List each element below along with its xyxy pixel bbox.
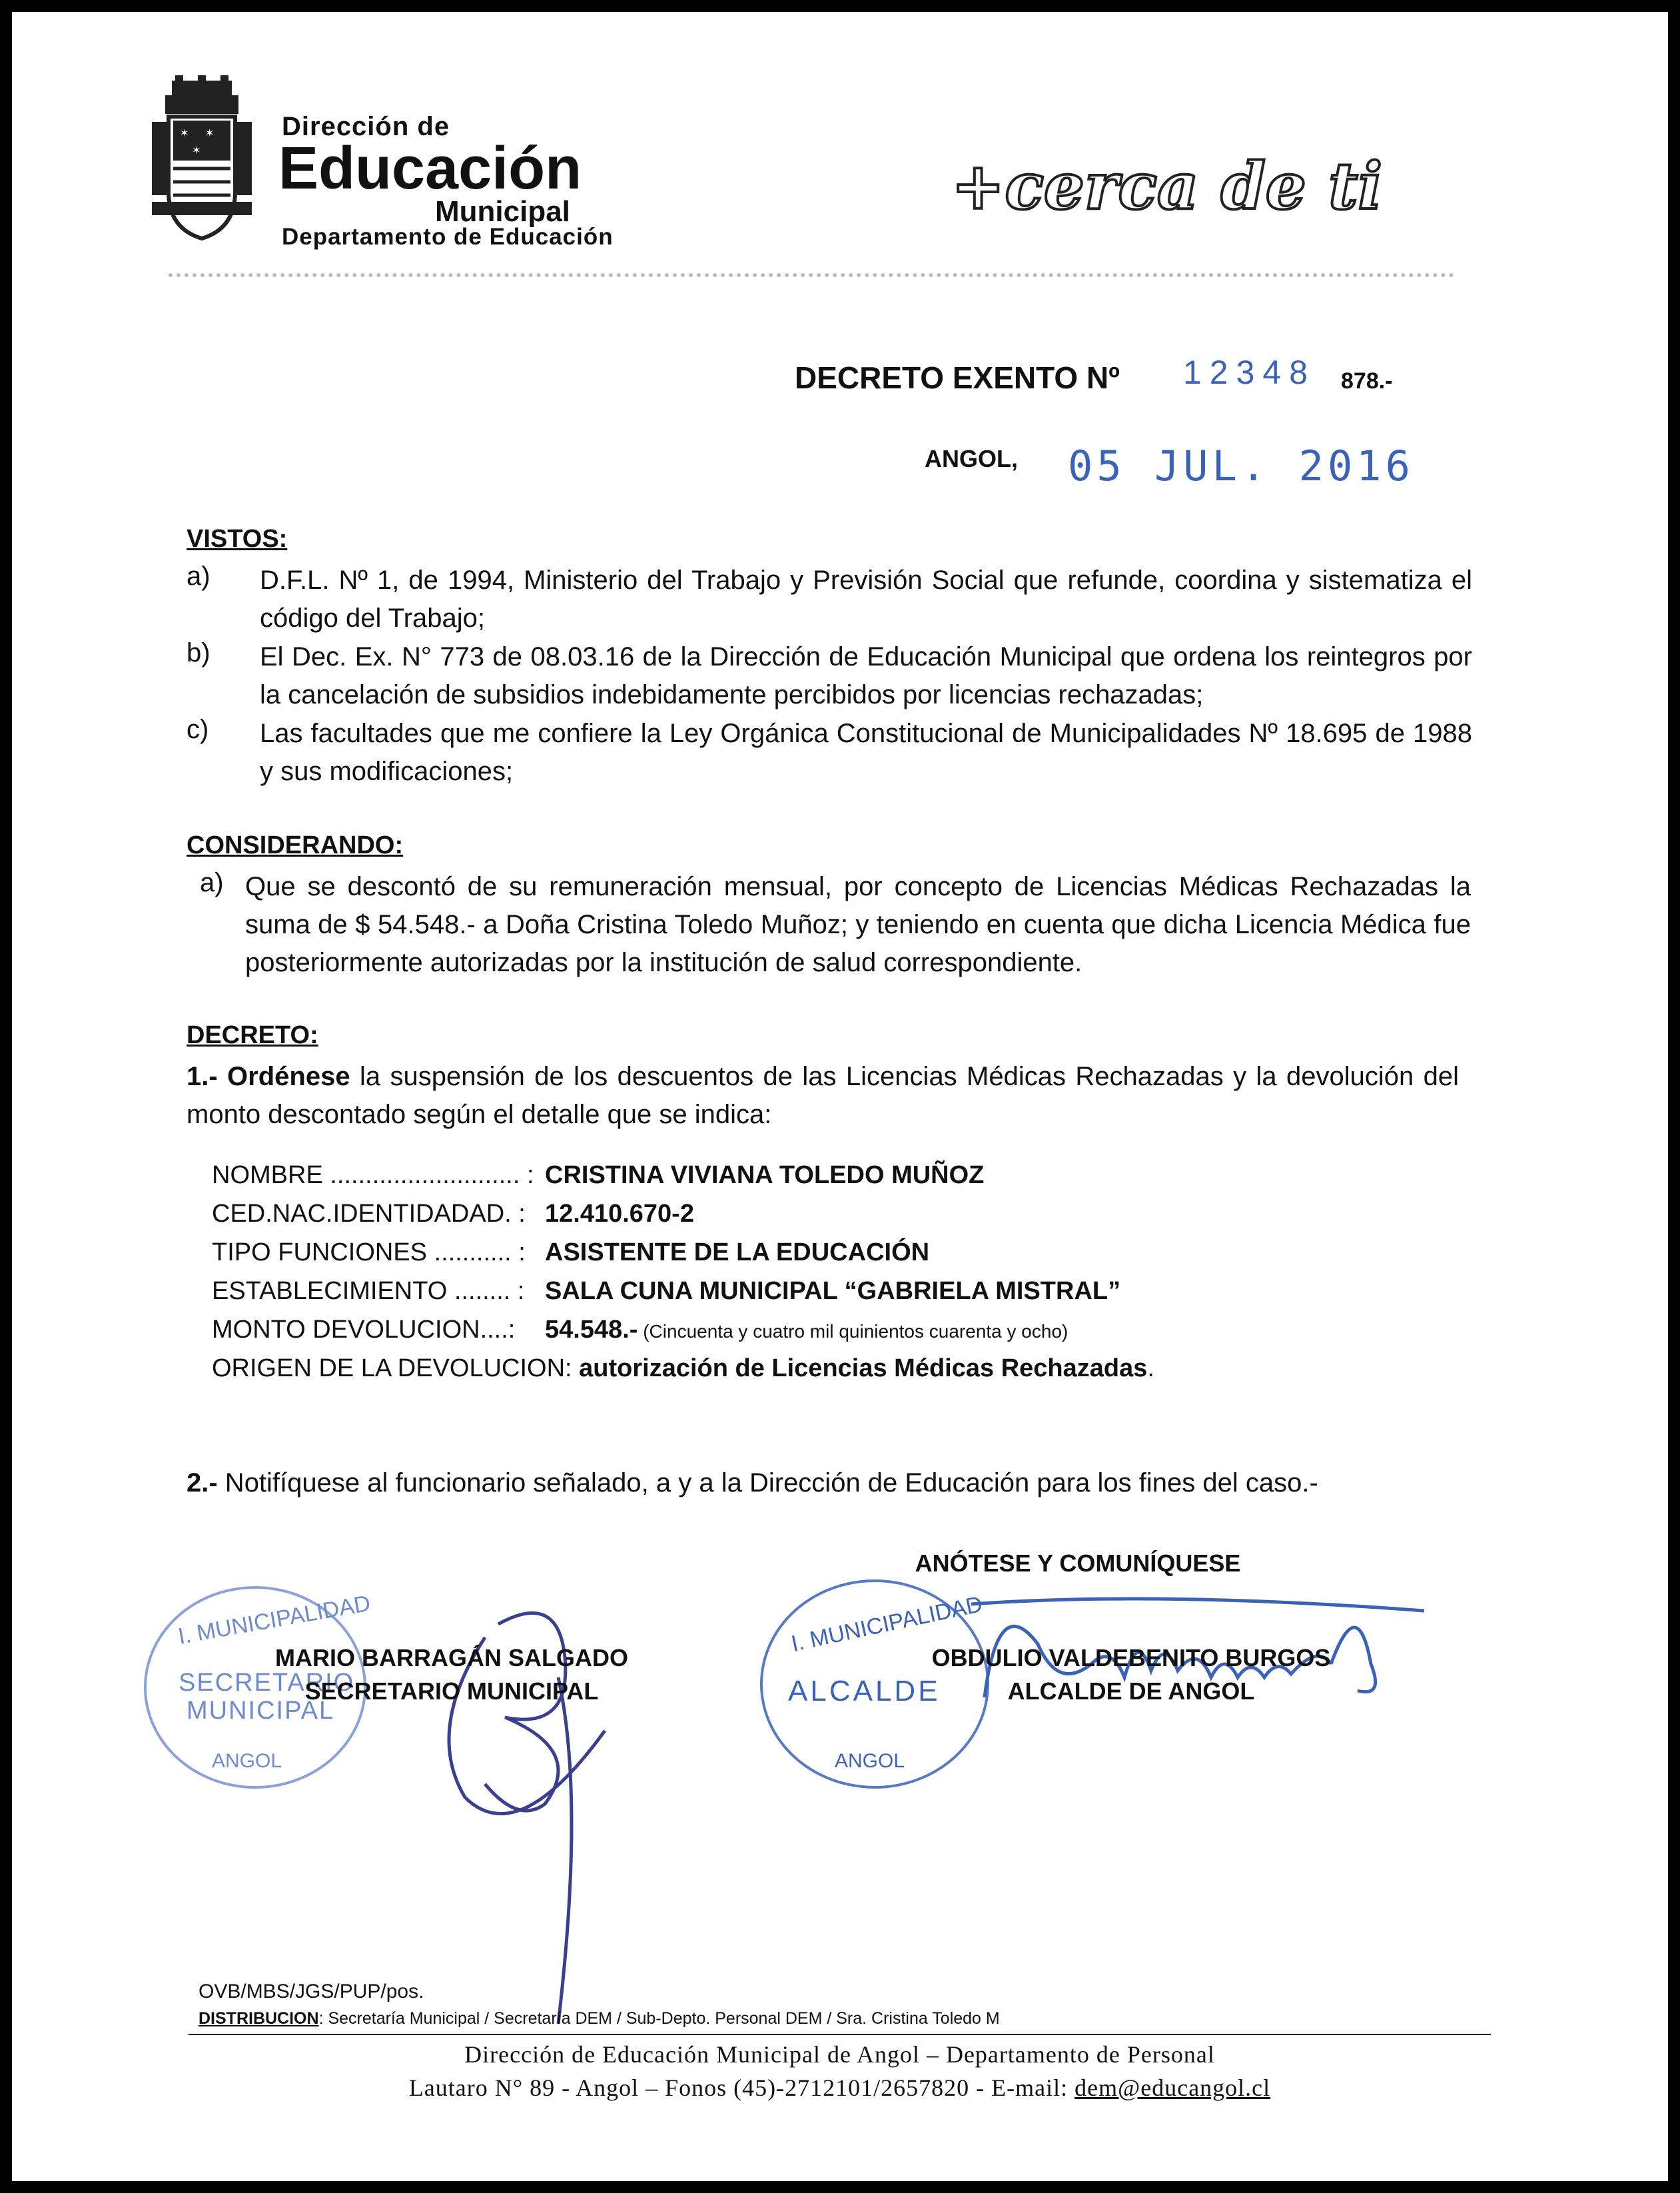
decree-city: ANGOL,	[925, 445, 1018, 472]
detail-label-nombre: NOMBRE ........................... :	[212, 1161, 534, 1189]
header-municipal: Municipal	[435, 195, 570, 228]
municipal-crest-logo	[139, 75, 265, 248]
vistos-letter-c: c)	[187, 715, 209, 744]
distribution-text: : Secretaría Municipal / Secretaría DEM / Sub-Depto. Personal DEM / Sra. Cristina Toledo M	[318, 2009, 1000, 2028]
header-departamento: Departamento de Educación	[282, 224, 614, 250]
stamp-left-bottom: ANGOL	[212, 1750, 282, 1772]
footer-divider	[189, 2034, 1491, 2035]
detail-origen-row	[212, 1354, 1154, 1383]
detail-label-origen: ORIGEN DE LA DEVOLUCION:	[212, 1354, 572, 1382]
vistos-item-a: D.F.L. Nº 1, de 1994, Ministerio del Trabajo y Previsión Social que refunde, coordina y sistematiza el código del Trabajo;	[260, 566, 1472, 633]
header-educacion: Educación	[278, 135, 582, 202]
vistos-item-c: Las facultades que me confiere la Ley Orgánica Constitucional de Municipalidades Nº 18.695 de 1988 y sus modificaciones;	[260, 719, 1472, 786]
considerando-item-a: Que se descontó de su remuneración mensual, por concepto de Licencias Médicas Rechazadas la suma de $ 54.548.- a Doña Cristina Toledo Muñoz; y teniendo en cuenta que dicha Licencia Médica fue posteriormente autorizadas por la institución de salud correspondiente.	[245, 872, 1471, 977]
stamp-right-bottom: ANGOL	[835, 1750, 905, 1772]
distribution-line	[199, 2009, 1000, 2028]
detail-label-establecimiento: ESTABLECIMIENTO ........ :	[212, 1277, 525, 1305]
decreto-paragraph-1	[187, 1058, 1459, 1134]
stamp-right-mid: ALCALDE	[788, 1675, 941, 1707]
svg-text:✶: ✶	[192, 145, 201, 157]
detail-label-tipo-funciones: TIPO FUNCIONES ........... :	[212, 1238, 526, 1266]
initials: OVB/MBS/JGS/PUP/pos.	[199, 1980, 424, 2002]
secretario-title: SECRETARIO MUNICIPAL	[304, 1677, 599, 1705]
decree-old-number: 878.-	[1341, 368, 1393, 394]
detail-label-monto: MONTO DEVOLUCION....:	[212, 1316, 516, 1344]
header-divider	[169, 273, 1454, 277]
svg-text:✶: ✶	[180, 128, 189, 139]
svg-text:+cerca de ti: +cerca de ti	[951, 149, 1383, 224]
decreto-p1-label: 1.- Ordénese	[187, 1062, 350, 1091]
stamp-right-top: I. MUNICIPALIDAD	[789, 1591, 985, 1657]
decree-number-stamp: 12348	[1183, 354, 1316, 391]
vistos-item-b: El Dec. Ex. N° 773 de 08.03.16 de la Dirección de Educación Municipal que ordena los reintegros por la cancelación de subsidios indebidamente percibidos por licencias rechazadas;	[260, 642, 1472, 709]
decreto-p2-text: Notifíquese al funcionario señalado, a y a la Dirección de Educación para los fines del caso.-	[217, 1468, 1318, 1498]
detail-value-nombre: CRISTINA VIVIANA TOLEDO MUÑOZ	[545, 1161, 985, 1189]
svg-text:✶: ✶	[205, 128, 214, 139]
footer-email-link[interactable]: dem@educangol.cl	[1074, 2074, 1271, 2101]
stamp-left-mid2: MUNICIPAL	[187, 1697, 335, 1725]
detail-value-tipo-funciones: ASISTENTE DE LA EDUCACIÓN	[545, 1238, 930, 1266]
decreto-paragraph-2	[187, 1464, 1318, 1502]
stamp-left-mid1: SECRETARIO	[179, 1669, 355, 1697]
detail-monto-amount: 54.548.-	[545, 1316, 638, 1344]
alcalde-name: OBDULIO VALDEBENITO BURGOS	[931, 1644, 1331, 1671]
vistos-heading: VISTOS:	[187, 525, 288, 553]
slogan-cerca-de-ti-logo	[945, 139, 1383, 232]
secretario-name: MARIO BARRAGÁN SALGADO	[275, 1644, 628, 1671]
footer-line-1: Dirección de Educación Municipal de Angol – Departamento de Personal	[464, 2041, 1215, 2068]
decree-title: DECRETO EXENTO Nº	[795, 360, 1120, 395]
footer-line-2	[189, 2074, 1491, 2102]
detail-origen-end: .	[1147, 1354, 1154, 1382]
considerando-letter-a: a)	[200, 868, 224, 897]
distribution-label: DISTRIBUCION	[199, 2009, 319, 2028]
detail-value-cedula: 12.410.670-2	[545, 1200, 694, 1228]
detail-value-establecimiento: SALA CUNA MUNICIPAL “GABRIELA MISTRAL”	[545, 1277, 1121, 1305]
decreto-heading: DECRETO:	[187, 1021, 318, 1049]
decreto-p2-label: 2.-	[187, 1468, 218, 1498]
stamp-left-top: I. MUNICIPALIDAD	[176, 1590, 372, 1649]
vistos-letter-a: a)	[187, 562, 210, 591]
decree-date-stamp: 05 JUL. 2016	[1068, 442, 1414, 490]
vistos-letter-b: b)	[187, 638, 210, 667]
decreto-p1-text: la suspensión de los descuentos de las Licencias Médicas Rechazadas y la devolución del monto descontado según el detalle que se indica:	[187, 1062, 1460, 1129]
alcalde-title: ALCALDE DE ANGOL	[1007, 1677, 1255, 1705]
detail-label-cedula: CED.NAC.IDENTIDADAD. :	[212, 1200, 526, 1228]
detail-value-monto	[545, 1316, 1068, 1344]
detail-value-origen: autorización de Licencias Médicas Rechazadas	[579, 1354, 1148, 1382]
footer-address: Lautaro N° 89 - Angol – Fonos (45)-2712101/2657820 - E-mail:	[408, 2074, 1075, 2101]
header-direccion-de: Dirección de	[282, 112, 450, 141]
anotese-comuniquese: ANÓTESE Y COMUNÍQUESE	[915, 1549, 1241, 1577]
considerando-heading: CONSIDERANDO:	[187, 831, 404, 859]
detail-monto-words: (Cincuenta y cuatro mil quinientos cuarenta y ocho)	[637, 1321, 1068, 1342]
document-page	[12, 12, 1668, 2181]
